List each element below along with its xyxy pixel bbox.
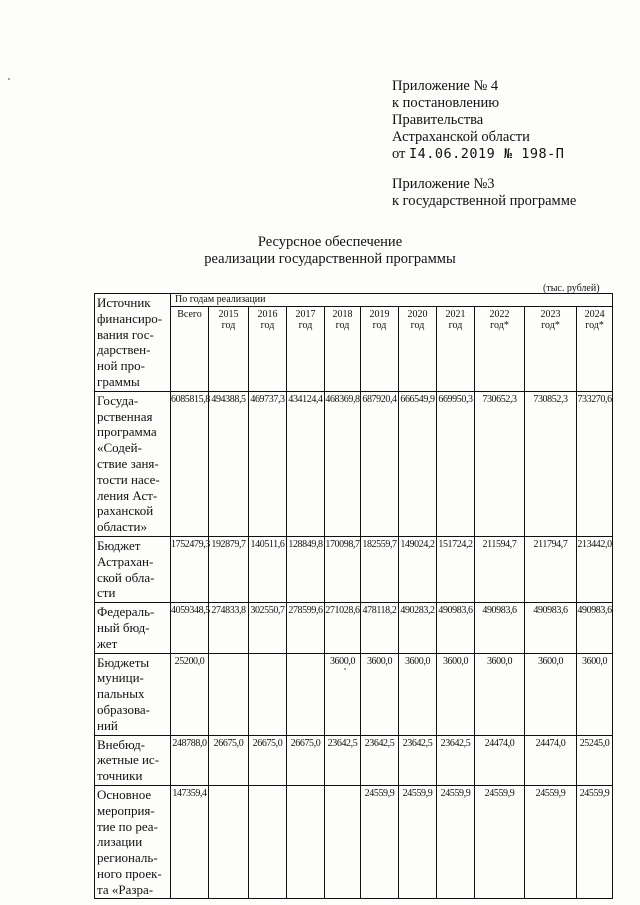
value-cell: 23642,5: [399, 735, 437, 785]
column-header: 2018 год: [325, 307, 361, 392]
date-line: [392, 146, 564, 163]
value-cell: 490983,6: [525, 603, 577, 653]
value-cell: 23642,5: [325, 735, 361, 785]
value-cell: [249, 653, 287, 735]
value-cell: 170098,7: [325, 536, 361, 602]
column-header: 2015 год: [209, 307, 249, 392]
table-row: [95, 603, 613, 653]
table-row: [95, 735, 613, 785]
row-source-label: Госуда-рственная программа «Содей-ствие заня-тости насе-ления Аст-раханской области»: [95, 391, 171, 536]
value-cell: 666549,9: [399, 391, 437, 536]
by-years-header: По годам реализации: [171, 294, 613, 307]
value-cell: 140511,6: [249, 536, 287, 602]
value-cell: 26675,0: [287, 735, 325, 785]
value-cell: [325, 785, 361, 899]
value-cell: 128849,8: [287, 536, 325, 602]
date-prefix: от: [392, 146, 406, 162]
value-cell: 211594,7: [475, 536, 525, 602]
value-cell: 6085815,8: [171, 391, 209, 536]
table-row: [95, 536, 613, 602]
resource-table: [94, 293, 613, 899]
value-cell: 669950,3: [437, 391, 475, 536]
value-cell: 490983,6: [437, 603, 475, 653]
value-cell: 302550,7: [249, 603, 287, 653]
value-cell: 151724,2: [437, 536, 475, 602]
value-cell: 434124,4: [287, 391, 325, 536]
to-program-line: к государственной программе: [392, 193, 577, 209]
table-header-row-years: [95, 307, 613, 392]
value-cell: [287, 785, 325, 899]
value-cell: 3600,0: [577, 653, 613, 735]
value-cell: 3600,0: [475, 653, 525, 735]
value-cell: 4059348,5: [171, 603, 209, 653]
value-cell: 271028,6: [325, 603, 361, 653]
appendix-4-header: [392, 78, 564, 163]
column-header: 2023 год*: [525, 307, 577, 392]
value-cell: 213442,0: [577, 536, 613, 602]
government-line: Правительства: [392, 112, 484, 128]
row-source-label: Бюджеты муници-пальных образова-ний: [95, 653, 171, 735]
value-cell: 26675,0: [249, 735, 287, 785]
to-resolution-line: к постановлению: [392, 95, 500, 111]
value-cell: 3600,0: [399, 653, 437, 735]
value-cell: 469737,3: [249, 391, 287, 536]
value-cell: 730852,3: [525, 391, 577, 536]
table-row: [95, 785, 613, 899]
appendix-4-line: Приложение № 4: [392, 78, 499, 94]
value-cell: 3600,0: [325, 653, 361, 735]
value-cell: [287, 653, 325, 735]
value-cell: [249, 785, 287, 899]
value-cell: 1752479,3: [171, 536, 209, 602]
value-cell: 274833,8: [209, 603, 249, 653]
value-cell: 278599,6: [287, 603, 325, 653]
row-source-label: Основное мероприя-тие по реа-лизации региональ-ного проек-та «Разра-: [95, 785, 171, 899]
date-number-stamp: I4.06.2019 № 198-П: [409, 146, 565, 162]
value-cell: 26675,0: [209, 735, 249, 785]
value-cell: [209, 653, 249, 735]
table-row: [95, 653, 613, 735]
value-cell: 23642,5: [437, 735, 475, 785]
value-cell: 3600,0: [437, 653, 475, 735]
units-note: (тыс. рублей): [543, 283, 600, 294]
title-line-2: реализации государственной программы: [204, 251, 456, 267]
table-row: [95, 391, 613, 536]
column-header: 2024 год*: [577, 307, 613, 392]
source-header: Источник финансиро-вания гос-дарствен-ной про-граммы: [95, 294, 171, 392]
value-cell: 490983,6: [475, 603, 525, 653]
value-cell: 24559,9: [399, 785, 437, 899]
value-cell: 3600,0: [361, 653, 399, 735]
row-source-label: Бюджет Астрахан-ской обла-сти: [95, 536, 171, 602]
value-cell: 24559,9: [437, 785, 475, 899]
value-cell: [209, 785, 249, 899]
value-cell: 24474,0: [525, 735, 577, 785]
column-header: 2019 год: [361, 307, 399, 392]
column-header: 2017 год: [287, 307, 325, 392]
value-cell: 494388,5: [209, 391, 249, 536]
row-source-label: Внебюд-жетные ис-точники: [95, 735, 171, 785]
appendix-3-header: [392, 176, 576, 210]
value-cell: 24559,9: [525, 785, 577, 899]
region-line: Астраханской области: [392, 129, 530, 145]
column-header: Всего: [171, 307, 209, 392]
column-header: 2021 год: [437, 307, 475, 392]
value-cell: 147359,4: [171, 785, 209, 899]
value-cell: 248788,0: [171, 735, 209, 785]
value-cell: 24559,9: [475, 785, 525, 899]
title-line-1: Ресурсное обеспечение: [257, 234, 403, 250]
row-source-label: Федераль-ный бюд-жет: [95, 603, 171, 653]
value-cell: 490983,6: [577, 603, 613, 653]
value-cell: 733270,6: [577, 391, 613, 536]
table-body: [95, 391, 613, 899]
value-cell: 490283,2: [399, 603, 437, 653]
column-header: 2022 год*: [475, 307, 525, 392]
value-cell: 192879,7: [209, 536, 249, 602]
value-cell: 478118,2: [361, 603, 399, 653]
column-header: 2016 год: [249, 307, 287, 392]
value-cell: 24474,0: [475, 735, 525, 785]
value-cell: 468369,8: [325, 391, 361, 536]
value-cell: 24559,9: [361, 785, 399, 899]
value-cell: 3600,0: [525, 653, 577, 735]
value-cell: 25200,0: [171, 653, 209, 735]
value-cell: 23642,5: [361, 735, 399, 785]
scan-speck: [8, 78, 10, 80]
appendix-3-line: Приложение №3: [392, 176, 495, 192]
table-header-row-group: [95, 294, 613, 307]
value-cell: 182559,7: [361, 536, 399, 602]
value-cell: 149024,2: [399, 536, 437, 602]
value-cell: 687920,4: [361, 391, 399, 536]
value-cell: 211794,7: [525, 536, 577, 602]
document-title: [0, 234, 640, 268]
value-cell: 24559,9: [577, 785, 613, 899]
value-cell: 730652,3: [475, 391, 525, 536]
value-cell: 25245,0: [577, 735, 613, 785]
column-header: 2020 год: [399, 307, 437, 392]
